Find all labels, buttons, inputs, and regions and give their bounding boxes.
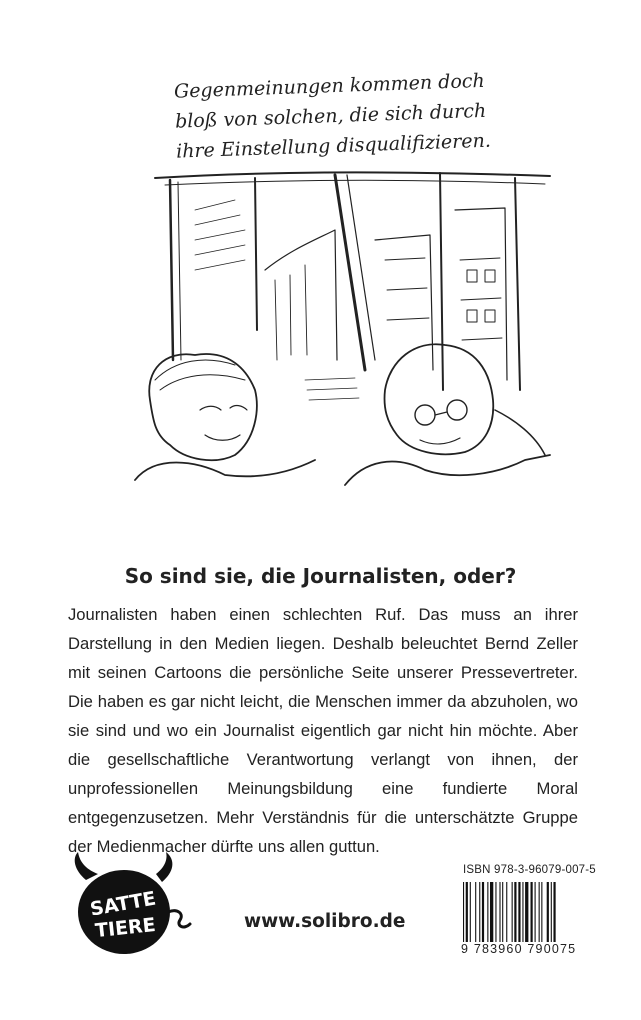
barcode-bar — [482, 882, 484, 942]
barcode-bar — [466, 882, 468, 942]
cartoon-caption — [174, 63, 557, 166]
barcode-bar — [475, 882, 476, 942]
caption-line: bloß von solchen, die sich durch — [174, 99, 487, 133]
barcode-bar — [502, 882, 503, 942]
barcode-bar — [512, 882, 513, 942]
barcode-bar — [490, 882, 493, 942]
barcode-bar — [479, 882, 480, 942]
caption-line: ihre Einstellung disqualifizieren. — [175, 129, 492, 163]
barcode-digits: 9 783960 790075 — [461, 942, 577, 956]
satte-tiere-logo — [64, 852, 194, 962]
barcode-bar — [551, 882, 552, 942]
barcode-bar — [541, 882, 542, 942]
barcode-bar — [547, 882, 549, 942]
headline: So sind sie, die Journalisten, oder? — [124, 564, 517, 588]
barcode-bar — [522, 882, 523, 942]
barcode-bar — [514, 882, 516, 942]
barcode-bar — [535, 882, 536, 942]
barcode-bar — [518, 882, 520, 942]
barcode-bar — [470, 882, 471, 942]
logo-line-2: TIERE — [94, 913, 157, 943]
barcode — [463, 882, 589, 942]
logo-line-1: SATTE — [88, 887, 158, 921]
barcode-bar — [495, 882, 496, 942]
barcode-bar — [499, 882, 500, 942]
caption-line: Gegenmeinungen kommen doch — [173, 69, 486, 103]
barcode-bar — [506, 882, 507, 942]
publisher-url: www.solibro.de — [244, 911, 406, 932]
barcode-bar — [553, 882, 555, 942]
barcode-bar — [539, 882, 540, 942]
isbn-label: ISBN 978-3-96079-007-5 — [463, 864, 596, 876]
barcode-bar — [463, 882, 464, 942]
barcode-bar — [487, 882, 488, 942]
barcode-bar — [531, 882, 533, 942]
blurb-text: Journalisten haben einen schlechten Ruf. Das muss an ihrer Darstellung in den Medien liegen. Deshalb beleuchtet Bernd Zeller mit seinen Cartoons die persönliche Seite unserer Pressevertreter. Die haben es gar nicht leicht, die Menschen immer da abzuholen, wo sie sind und wo ein Journalist eigentlich gar nicht hin möchte. Aber die gesellschaftliche Verantwortung verlangt von ihnen, der unprofessionellen Meinungsbildung eine fundierte Moral entgegenzusetzen. Mehr Verständnis für die unterschätzte Gruppe der Medienmacher dürfte uns allen guttun. — [68, 605, 578, 856]
barcode-bar — [525, 882, 528, 942]
